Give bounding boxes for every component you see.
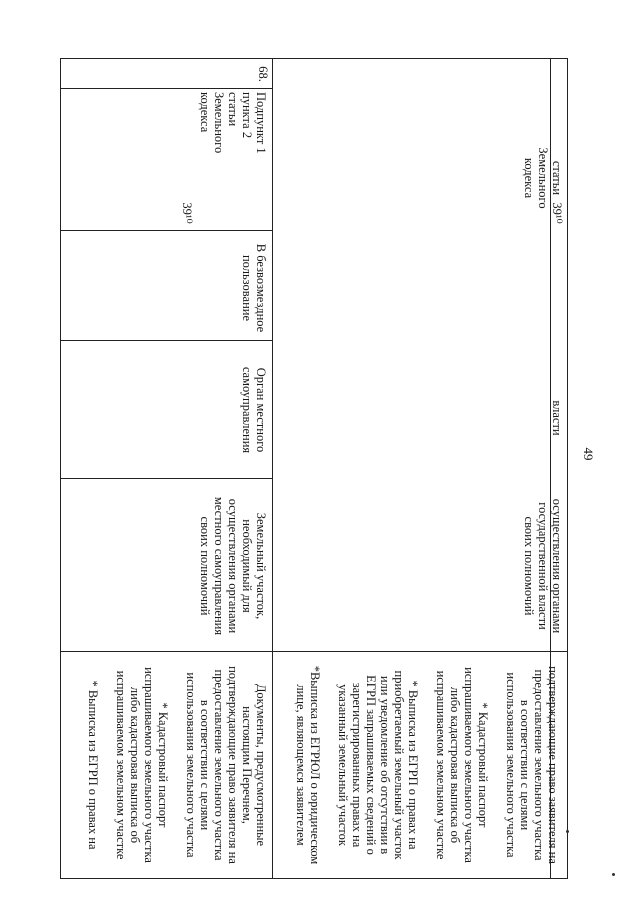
- prev-row-article-ref: 39¹⁰: [550, 202, 564, 224]
- row-number: 68.: [256, 66, 270, 82]
- page-number: 49: [581, 447, 596, 461]
- row68-documents: Документы, предусмотренные настоящим Перечнем, подтверждающие право заявителя на предоставление земельного участка в соответствии с целями использования земельного участка * Кадастровый паспорт испрашиваемого земельного участка либо кадастровая выписка об испрашиваемом земельном участке * Выписка из ЕГРП о правах на: [86, 666, 268, 864]
- scan-speck: [612, 873, 615, 876]
- prev-row-documents: подтверждающие право заявителя на предоставление земельного участка в соответствии с целями использования земельного участка * Кадастровый паспорт испрашиваемого земельного участка либо кадастровая выписка об испрашиваемом земельном участке * Выписка из ЕГРП о правах на приобретаемый земельный участок или уведомление об отсутствии в ЕГРП запрашиваемых сведений о зарегистрированных правах на указанный земельный участок *Выписка из ЕГРЮЛ о юридическом лице, являющемся заявителем: [294, 665, 560, 865]
- table-border-right: [567, 58, 568, 879]
- document-table: [60, 58, 568, 879]
- table-border-left: [60, 58, 61, 879]
- column-divider: [60, 340, 272, 341]
- table-border-bottom: [60, 878, 568, 879]
- row68-land-object: Земельный участок, необходимый для осуществления органами местного самоуправления своих полномочий: [198, 496, 268, 636]
- scan-speck: [566, 830, 569, 833]
- column-divider: [60, 478, 272, 479]
- row68-right-type: В безвозмездное пользование: [240, 243, 268, 333]
- prev-row-authority: власти: [550, 400, 564, 436]
- column-divider: [60, 58, 568, 59]
- column-divider: [60, 230, 272, 231]
- row-divider: [272, 58, 273, 879]
- prev-row-article: статьи Земельного кодекса: [522, 147, 564, 209]
- prev-row-land-object: осуществления органами государственной власти своих полномочий: [522, 498, 564, 634]
- row68-authority: Орган местного самоуправления: [240, 366, 268, 454]
- column-divider: [60, 88, 272, 89]
- row68-article-ref: 39¹⁰: [180, 202, 194, 224]
- column-divider: [60, 651, 568, 652]
- row68-article: Подпункт 1 пункта 2 статьи Земельного кодекса: [198, 92, 268, 154]
